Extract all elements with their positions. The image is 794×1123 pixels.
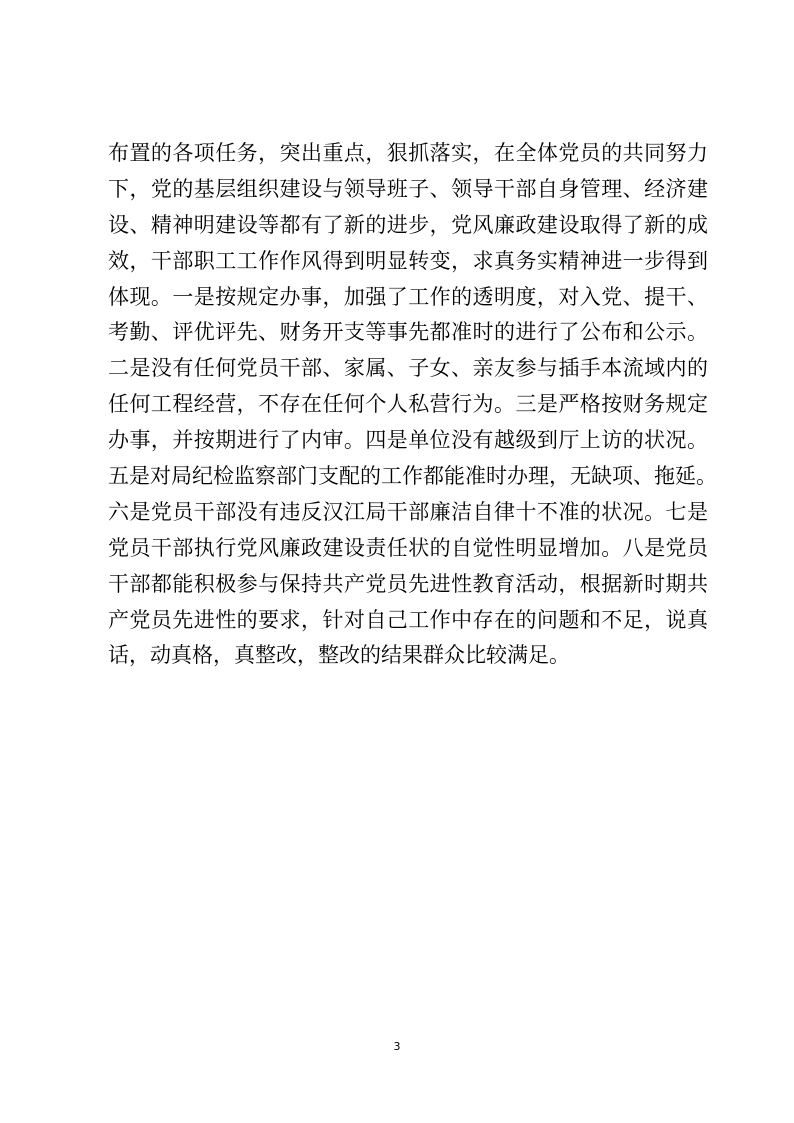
paragraph-line: 布置的各项任务，突出重点，狠抓落实，在全体党员的共同努力 — [108, 141, 708, 165]
paragraph-line: 效，干部职工工作作风得到明显转变，求真务实精神进一步得到 — [108, 248, 708, 273]
paragraph-line: 六是党员干部没有违反汉江局干部廉洁自律十不准的状况。七是 — [108, 499, 708, 524]
body-paragraph — [108, 136, 717, 674]
paragraph-line: 二是没有任何党员干部、家属、子女、亲友参与插手本流域内的 — [108, 356, 708, 381]
paragraph-line: 五是对局纪检监察部门支配的工作都能准时办理，无缺项、拖延。 — [108, 464, 717, 489]
paragraph-line: 任何工程经营，不存在任何个人私营行为。三是严格按财务规定 — [108, 392, 708, 417]
page-number: 3 — [393, 1040, 401, 1053]
paragraph-line: 设、精神明建设等都有了新的进步，党风廉政建设取得了新的成 — [108, 212, 708, 237]
paragraph-line: 考勤、评优评先、财务开支等事先都准时的进行了公布和公示。 — [108, 320, 708, 345]
paragraph-line: 党员干部执行党风廉政建设责任状的自觉性明显增加。八是党员 — [108, 535, 708, 560]
paragraph-line: 产党员先进性的要求，针对自己工作中存在的问题和不足，说真 — [108, 607, 708, 632]
paragraph-line: 体现。一是按规定办事，加强了工作的透明度，对入党、提干、 — [108, 284, 708, 309]
paragraph-line: 干部都能积极参与保持共产党员先进性教育活动，根据新时期共 — [108, 571, 708, 596]
paragraph-line: 办事，并按期进行了内审。四是单位没有越级到厅上访的状况。 — [108, 428, 708, 453]
paragraph-line: 话，动真格，真整改，整改的结果群众比较满足。 — [108, 643, 570, 668]
paragraph-line: 下，党的基层组织建设与领导班子、领导干部自身管理、经济建 — [108, 176, 708, 201]
